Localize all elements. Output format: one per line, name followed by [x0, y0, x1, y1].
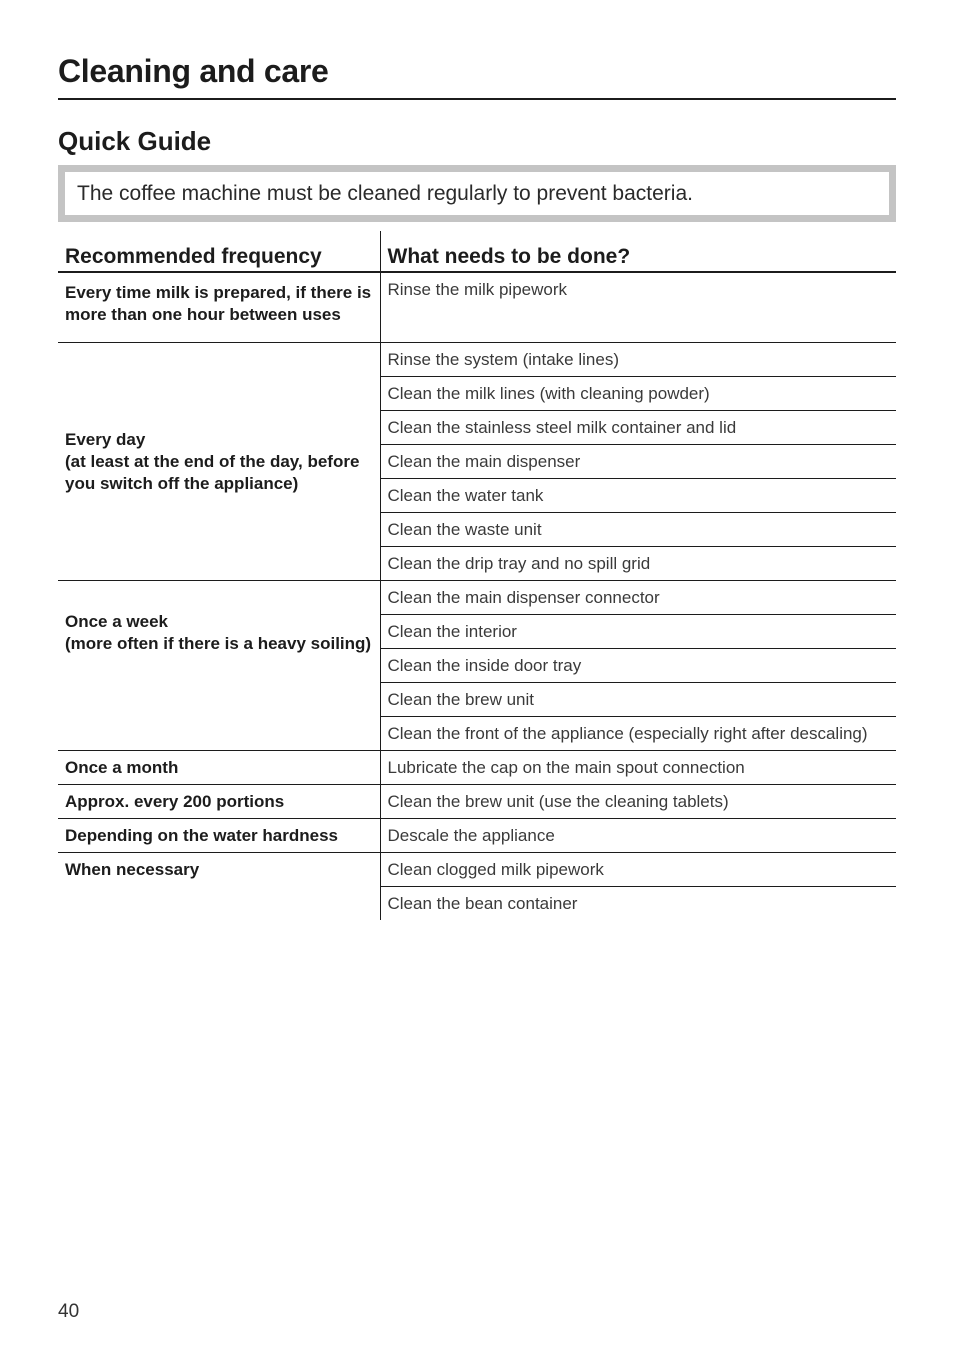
table-row [58, 751, 896, 785]
task-cell: Clean the drip tray and no spill grid [380, 547, 896, 581]
frequency-cell [58, 581, 380, 751]
task-cell: Clean the bean container [380, 887, 896, 921]
task-cell: Rinse the milk pipework [380, 272, 896, 343]
notice-box [58, 165, 896, 222]
frequency-cell [58, 272, 380, 343]
task-cell: Clean clogged milk pipework [380, 853, 896, 887]
table-row [58, 785, 896, 819]
task-cell: Clean the brew unit [380, 683, 896, 717]
task-cell: Clean the milk lines (with cleaning powder) [380, 377, 896, 411]
task-cell: Clean the front of the appliance (especially right after descaling) [380, 717, 896, 751]
page-number: 40 [58, 1301, 80, 1322]
task-cell: Clean the waste unit [380, 513, 896, 547]
table-row [58, 581, 896, 615]
cleaning-schedule-table [58, 231, 896, 920]
frequency-label: Once a month [65, 758, 179, 777]
section-title: Quick Guide [58, 126, 212, 156]
frequency-label: When necessary [65, 860, 200, 879]
task-cell: Rinse the system (intake lines) [380, 343, 896, 377]
task-cell: Lubricate the cap on the main spout connection [380, 751, 896, 785]
frequency-label: Once a week (more often if there is a heavy soiling) [65, 612, 372, 653]
task-cell: Clean the inside door tray [380, 649, 896, 683]
table-row [58, 343, 896, 377]
task-cell: Clean the interior [380, 615, 896, 649]
table-row [58, 853, 896, 887]
cleaning-schedule-table-wrap [58, 231, 896, 920]
task-cell: Clean the main dispenser [380, 445, 896, 479]
task-cell: Descale the appliance [380, 819, 896, 853]
page-title: Cleaning and care [58, 53, 329, 89]
table-header-row [58, 231, 896, 272]
notice-text: The coffee machine must be cleaned regularly to prevent bacteria. [65, 172, 889, 215]
frequency-cell [58, 853, 380, 921]
task-cell: Clean the stainless steel milk container and lid [380, 411, 896, 445]
task-cell: Clean the water tank [380, 479, 896, 513]
table-row [58, 272, 896, 343]
frequency-cell [58, 751, 380, 785]
frequency-label: Approx. every 200 portions [65, 792, 285, 811]
frequency-label: Every day (at least at the end of the day, before you switch off the appliance) [65, 429, 360, 493]
frequency-cell [58, 785, 380, 819]
frequency-cell [58, 819, 380, 853]
column-header-frequency: Recommended frequency [58, 231, 380, 272]
title-divider [58, 98, 896, 100]
column-header-task: What needs to be done? [380, 231, 896, 272]
task-cell: Clean the main dispenser connector [380, 581, 896, 615]
frequency-label: Every time milk is prepared, if there is more than one hour between uses [65, 283, 372, 324]
frequency-label: Depending on the water hardness [65, 826, 338, 845]
task-cell: Clean the brew unit (use the cleaning tablets) [380, 785, 896, 819]
table-row [58, 819, 896, 853]
frequency-cell [58, 343, 380, 581]
